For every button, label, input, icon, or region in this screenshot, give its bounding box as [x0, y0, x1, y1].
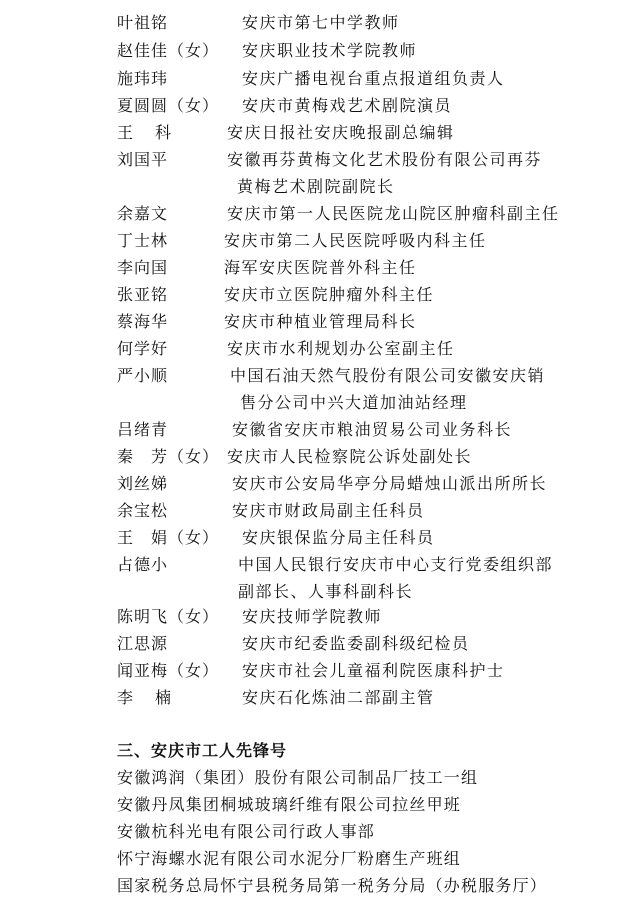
person-title: 安庆日报社安庆晚报副总编辑: [227, 123, 455, 142]
person-title: 安庆技师学院教师: [242, 607, 383, 626]
person-title: 安庆石化炼油二部副主管: [242, 688, 435, 707]
person-name: 闻亚梅（女）: [117, 661, 220, 680]
person-name: 赵佳佳（女）: [117, 41, 220, 60]
person-name: 刘国平: [117, 150, 169, 169]
person-title: 安庆市社会儿童福利院医康科护士: [242, 661, 505, 680]
person-title: 安庆市第一人民医院龙山院区肿瘤科副主任: [227, 204, 560, 223]
person-title: 安庆市人民检察院公诉处副处长: [227, 447, 473, 466]
person-name: 张亚铭: [117, 285, 169, 304]
person-title: 安庆市种植业管理局科长: [224, 312, 417, 331]
person-title-continuation: 黄梅艺术剧院副院长: [237, 177, 395, 196]
person-name: 余宝松: [117, 501, 169, 520]
person-name: 李向国: [117, 258, 169, 277]
person-name: 吕绪青: [117, 420, 169, 439]
person-title: 安庆市财政局副主任科员: [232, 501, 425, 520]
person-name: 叶祖铭: [117, 13, 169, 32]
section-heading: 三、安庆市工人先锋号: [117, 741, 288, 760]
person-name: 王 娟（女）: [117, 528, 220, 547]
person-name: 王 科: [117, 123, 175, 142]
person-name: 蔡海华: [117, 312, 169, 331]
person-title: 安徽省安庆市粮油贸易公司业务科长: [232, 420, 513, 439]
person-name: 李 楠: [117, 688, 175, 707]
person-title: 安庆市立医院肿瘤外科主任: [224, 285, 435, 304]
person-title: 安庆市公安局华亭分局蜡烛山派出所所长: [232, 474, 548, 493]
person-title: 安庆银保监分局主任科员: [242, 528, 435, 547]
list-item: 怀宁海螺水泥有限公司水泥分厂粉磨生产班组: [117, 849, 462, 868]
list-item: 安徽杭科光电有限公司行政人事部: [117, 822, 376, 841]
person-name: 江思源: [117, 634, 169, 653]
person-title: 安庆职业技术学院教师: [242, 41, 418, 60]
person-name: 余嘉文: [117, 204, 169, 223]
list-item: 安徽鸿润（集团）股份有限公司制品厂技工一组: [117, 768, 479, 787]
person-name: 刘丝娣: [117, 474, 169, 493]
person-name: 施玮玮: [117, 69, 169, 88]
person-title: 安庆广播电视台重点报道组负责人: [242, 69, 505, 88]
person-name: 占德小: [117, 555, 169, 574]
person-title: 安庆市纪委监委副科级纪检员: [242, 634, 470, 653]
person-title: 安徽再芬黄梅文化艺术股份有限公司再芬: [227, 150, 543, 169]
person-title: 安庆市第二人民医院呼吸内科主任: [224, 231, 487, 250]
person-name: 夏圆圆（女）: [117, 96, 220, 115]
person-title: 安庆市水利规划办公室副主任: [227, 339, 455, 358]
person-name: 严小顺: [117, 366, 169, 385]
person-name: 何学好: [117, 339, 169, 358]
person-title-continuation: 售分公司中兴大道加油站经理: [240, 393, 468, 412]
person-name: 陈明飞（女）: [117, 607, 220, 626]
list-item: 国家税务总局怀宁县税务局第一税务分局（办税服务厅）: [117, 876, 548, 895]
person-name: 秦 芳（女）: [117, 447, 220, 466]
person-title: 中国人民银行安庆市中心支行党委组织部: [238, 555, 554, 574]
list-item: 安徽丹凤集团桐城玻璃纤维有限公司拉丝甲班: [117, 795, 462, 814]
person-title: 海军安庆医院普外科主任: [224, 258, 417, 277]
person-title-continuation: 副部长、人事科副科长: [238, 582, 414, 601]
person-title: 中国石油天然气股份有限公司安徽安庆销: [230, 366, 546, 385]
person-name: 丁士林: [117, 231, 169, 250]
person-title: 安庆市黄梅戏艺术剧院演员: [242, 96, 453, 115]
person-title: 安庆市第七中学教师: [242, 13, 400, 32]
